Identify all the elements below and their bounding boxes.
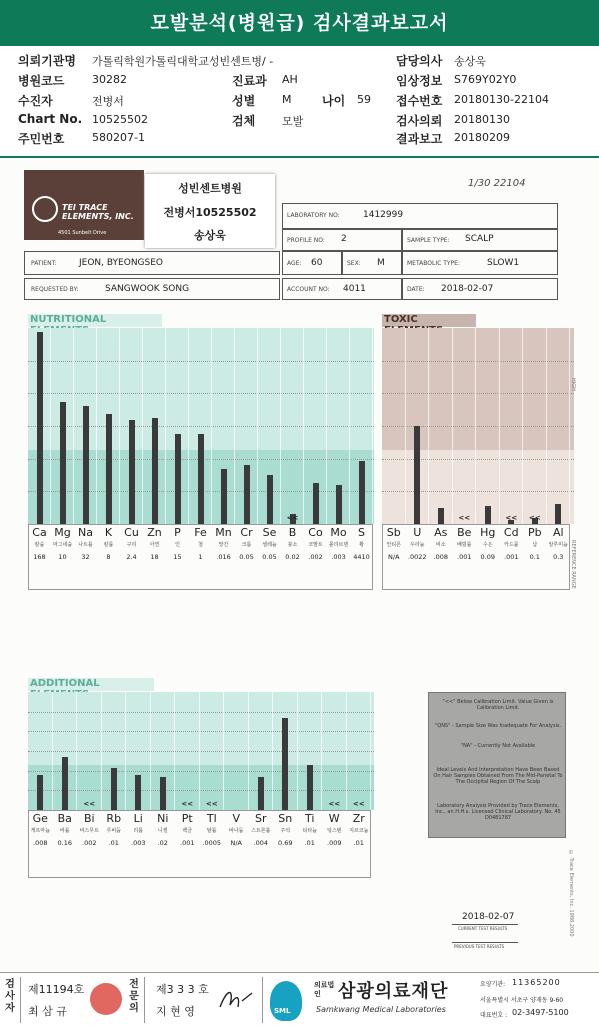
element-value: .001 (457, 553, 472, 561)
element-value: .009 (327, 839, 342, 847)
element-value: 168 (33, 553, 46, 561)
age-field (282, 251, 342, 275)
element-korean-name: 알루미늄 (548, 542, 568, 548)
lab-logo-panel (24, 170, 144, 240)
org-address: 서울특별시 서초구 양재동 9-60 (480, 997, 564, 1004)
divider (452, 942, 518, 943)
element-korean-name: 수은 (482, 542, 493, 548)
chart-bar-sr (258, 777, 264, 810)
info-label: 의뢰기관명 (18, 54, 76, 68)
below-limit-marker: << (505, 514, 518, 522)
element-korean-name: 스트론튬 (251, 828, 271, 834)
element-symbol: Zn (147, 526, 162, 539)
code-label: 요양기관: (480, 981, 506, 988)
element-value: .001 (180, 839, 195, 847)
info-value: 송상욱 (454, 55, 486, 68)
element-korean-name: 지르코늄 (349, 828, 369, 834)
element-value: .01 (304, 839, 315, 847)
element-korean-name: 아연 (149, 542, 160, 548)
element-symbol: Ge (32, 812, 48, 825)
date-field (402, 278, 558, 300)
element-symbol: Cd (503, 526, 519, 539)
chart-bar-k (106, 414, 112, 524)
chart-column-separator (77, 692, 102, 810)
chart-column-separator (429, 328, 453, 524)
element-value: 2.4 (126, 553, 137, 561)
element-korean-name: 카드뮴 (504, 542, 519, 548)
element-symbol: P (174, 526, 181, 539)
additional-title: ADDITIONAL (28, 678, 154, 691)
sample-type-field (402, 229, 558, 251)
handwritten-note: 1/30 22104 (468, 178, 526, 189)
value-table-border (382, 524, 570, 590)
element-symbol: Mo (330, 526, 347, 539)
chart-bar-al (555, 504, 561, 524)
stamp-doctor: 송상욱 (194, 229, 226, 242)
info-label: 검체 (232, 114, 256, 128)
chart-bar-s (359, 461, 365, 524)
element-value: .004 (253, 839, 268, 847)
profile-value: 2 (341, 234, 347, 244)
age-value: 60 (311, 258, 323, 268)
chart-column-separator (500, 328, 524, 524)
account-value: 4011 (343, 284, 366, 294)
element-symbol: Fe (194, 526, 207, 539)
element-value: 1 (198, 553, 203, 561)
element-symbol: Mn (215, 526, 232, 539)
element-symbol: Zr (352, 812, 365, 825)
element-korean-name: 백금 (182, 828, 193, 834)
chart-column-separator (224, 692, 249, 810)
element-symbol: As (434, 526, 448, 539)
chart-column-separator (453, 328, 477, 524)
element-value: .003 (131, 839, 146, 847)
info-label: 병원코드 (18, 74, 65, 88)
element-symbol: K (104, 526, 113, 539)
note-ideal-levels: Ideal Levels And Interpretation Have Been Based On Hair Samples Obtained From The Mid-Parietal To The Occipital Region Of The Scalp (433, 767, 563, 785)
info-value: 전병서 (92, 95, 124, 108)
element-symbol: Na (78, 526, 93, 539)
metabolic-label: METABOLIC TYPE: (407, 260, 460, 267)
divider (20, 977, 21, 1023)
element-value: .003 (331, 553, 346, 561)
specialist-signature-icon (216, 985, 256, 1015)
element-korean-name: 칼슘 (34, 542, 45, 548)
requested-field (24, 278, 280, 300)
inspector-name: 최 삼 규 (28, 1005, 67, 1018)
date-label: DATE: (407, 286, 425, 293)
info-value: AH (282, 73, 298, 86)
element-value: 0.16 (57, 839, 72, 847)
element-korean-name: 황 (359, 542, 364, 548)
chart-column-separator (547, 328, 571, 524)
nutritional-title: NUTRITIONAL (28, 314, 162, 327)
org-logo-text: SML (274, 1007, 291, 1015)
element-value: .016 (216, 553, 231, 561)
sex-value: M (377, 258, 385, 268)
info-label: 나이 (322, 94, 346, 108)
patient-value: JEON, BYEONGSEO (79, 258, 164, 268)
note-qns: "QNS" - Sample Size Was Inadequate For Analysis. (434, 723, 562, 729)
divider (262, 977, 263, 1023)
element-symbol: S (358, 526, 365, 539)
below-limit-marker: << (528, 514, 541, 522)
element-symbol: Ca (32, 526, 47, 539)
element-korean-name: 몰리브덴 (328, 542, 349, 548)
chart-bar-mg (60, 402, 66, 524)
phone-label: 대표번호 : (480, 1012, 508, 1019)
notes-panel (428, 692, 566, 838)
lab-no-label: LABORATORY NO: (287, 212, 340, 219)
below-limit-marker: << (181, 800, 194, 808)
lab-address: 4501 Sunbelt Drive (58, 230, 107, 236)
element-korean-name: 코발트 (308, 542, 323, 548)
element-symbol: Bi (83, 812, 95, 825)
chart-bar-ba (62, 757, 68, 810)
element-value: .02 (157, 839, 168, 847)
element-symbol: V (232, 812, 241, 825)
element-korean-name: 망간 (218, 542, 229, 548)
chart-bar-zn (152, 418, 158, 524)
info-label: 임상정보 (396, 74, 443, 88)
element-value: 8 (106, 553, 111, 561)
date-value: 2018-02-07 (441, 284, 494, 294)
element-value: N/A (230, 839, 242, 847)
lab-number-field (282, 203, 558, 229)
info-value: 20180130-22104 (454, 93, 549, 106)
note-na: "NA" - Currently Not Available (460, 743, 536, 749)
element-symbol: Pt (181, 812, 193, 825)
copyright: © Trace Elements, Inc. 1988,2000 (568, 850, 574, 937)
element-korean-name: 탈륨 (206, 828, 217, 834)
current-label: CURRENT TEST RESULTS (458, 926, 508, 931)
chart-bar-u (414, 426, 420, 524)
profile-label: PROFILE NO: (287, 237, 325, 244)
element-value: 0.02 (285, 553, 300, 561)
element-symbol: Rb (106, 812, 122, 825)
element-value: .0005 (202, 839, 222, 847)
patient-label: PATIENT: (31, 260, 57, 267)
element-value: .002 (308, 553, 323, 561)
element-symbol: Se (262, 526, 277, 539)
sex-field (342, 251, 402, 275)
info-label: 주민번호 (18, 132, 65, 146)
chart-column-separator (281, 328, 304, 524)
info-label: 결과보고 (396, 132, 443, 146)
chart-bar-ge (37, 775, 43, 810)
element-korean-name: 인 (175, 542, 180, 548)
below-limit-marker: << (205, 800, 218, 808)
profile-field (282, 229, 402, 251)
stamp-patient: 전병서10525502 (163, 206, 257, 219)
org-logo-icon (270, 981, 302, 1021)
stamp-hospital: 성빈센트병원 (178, 182, 242, 195)
element-korean-name: 바륨 (59, 828, 70, 834)
element-symbol: Sr (254, 812, 267, 825)
element-value: 15 (173, 553, 182, 561)
element-value: 0.1 (529, 553, 540, 561)
note-laboratory: Laboratory Analysis Provided by Trace Elements, Inc., an H.H.s. Licensed Clinical Laboratory. No. 45 D0481787 (435, 803, 561, 821)
element-symbol: Sb (386, 526, 401, 539)
chart-column-separator (322, 692, 347, 810)
info-value: 20180209 (454, 131, 510, 144)
specialist-name: 지 현 영 (156, 1005, 195, 1018)
element-korean-name: 크롬 (241, 542, 252, 548)
metabolic-value: SLOW1 (487, 258, 520, 268)
element-value: .001 (504, 553, 519, 561)
org-english-name: Samkwang Medical Laboratories (316, 1005, 446, 1014)
element-symbol: Co (308, 526, 323, 539)
code-value: 11365200 (512, 978, 561, 987)
below-limit-marker: << (352, 800, 365, 808)
lab-no-value: 1412999 (363, 210, 404, 220)
element-korean-name: 티타늄 (302, 828, 317, 834)
chart-column-separator (347, 692, 372, 810)
below-limit-marker: << (83, 800, 96, 808)
below-limit-marker: << (328, 800, 341, 808)
divider (452, 924, 518, 925)
element-korean-name: 안티몬 (386, 542, 401, 548)
value-table-border (28, 810, 371, 878)
element-korean-name: 셀레늄 (262, 542, 277, 548)
element-korean-name: 철 (198, 542, 203, 548)
element-symbol: Cu (124, 526, 139, 539)
chart-column-separator (175, 692, 200, 810)
info-label: 접수번호 (396, 94, 443, 108)
org-name: 삼광의료재단 (338, 981, 449, 1002)
age-label: AGE: (287, 260, 302, 267)
element-symbol: Pb (527, 526, 542, 539)
element-korean-name: 베릴륨 (457, 542, 472, 548)
element-value: 0.05 (239, 553, 254, 561)
element-korean-name: 니켈 (157, 828, 168, 834)
info-value: 모발 (282, 115, 304, 128)
specialist-label: 전문의 (129, 979, 139, 1014)
element-korean-name: 붕소 (287, 542, 298, 548)
toxic-chart (382, 328, 574, 590)
chart-bar-se (267, 475, 273, 524)
chart-bar-hg (485, 506, 491, 524)
element-korean-name: 루비듐 (106, 828, 121, 834)
element-korean-name: 게르마늄 (30, 828, 50, 834)
chart-bar-ni (160, 777, 166, 810)
info-value: 20180130 (454, 113, 510, 126)
element-value: 0.09 (480, 553, 495, 561)
sample-label: SAMPLE TYPE: (407, 237, 450, 244)
scanned-lab-report (0, 160, 599, 972)
element-symbol: Cr (240, 526, 253, 539)
org-prefix: 의료법인 (314, 981, 335, 998)
element-value: 0.05 (262, 553, 277, 561)
chart-bar-li (135, 775, 141, 810)
info-value: M (282, 93, 292, 106)
chart-bar-sn (282, 718, 288, 810)
element-value: 4410 (353, 553, 370, 561)
chart-bar-ti (307, 765, 313, 810)
element-korean-name: 비스무트 (79, 828, 99, 834)
info-value: 30282 (92, 73, 127, 86)
info-label: Chart No. (18, 112, 83, 126)
element-korean-name: 나트륨 (78, 542, 93, 548)
info-value: S769Y02Y0 (454, 73, 517, 86)
report-footer (0, 972, 599, 1026)
metabolic-field (402, 251, 558, 275)
element-korean-name: 리튬 (133, 828, 144, 834)
element-value: .002 (82, 839, 97, 847)
element-value: 10 (58, 553, 67, 561)
element-symbol: Ti (305, 812, 315, 825)
element-korean-name: 비소 (435, 542, 446, 548)
inspector-number: 제11194호 (28, 983, 85, 996)
element-korean-name: 마그네슘 (52, 542, 73, 548)
nutritional-chart (28, 328, 374, 590)
info-label: 담당의사 (396, 54, 443, 68)
chart-bar-co (313, 483, 319, 524)
chart-bar-na (83, 406, 89, 524)
high-label: HIGH (570, 378, 576, 391)
info-value: 59 (357, 93, 371, 106)
element-symbol: Mg (54, 526, 71, 539)
element-symbol: Hg (480, 526, 496, 539)
element-korean-name: 바나듐 (229, 828, 244, 834)
element-value: .008 (33, 839, 48, 847)
below-limit-marker: << (458, 514, 471, 522)
element-symbol: Li (133, 812, 143, 825)
chart-column-separator (200, 692, 225, 810)
chart-bar-as (438, 508, 444, 524)
element-korean-name: 우라늄 (410, 542, 425, 548)
inspector-label: 검사자 (5, 979, 15, 1014)
element-symbol: Sn (278, 812, 293, 825)
requested-value: SANGWOOK SONG (105, 284, 190, 294)
sample-value: SCALP (465, 234, 494, 244)
chart-column-separator (523, 328, 547, 524)
hospital-stamp-label (145, 174, 275, 248)
element-symbol: Ba (57, 812, 72, 825)
element-value: 32 (81, 553, 90, 561)
element-symbol: Al (552, 526, 564, 539)
specialist-number: 제3 3 3 호 (156, 983, 209, 996)
lab-logo-text: TEI TRACE ELEMENTS, INC. (62, 203, 134, 221)
element-symbol: Be (457, 526, 472, 539)
below-limit-marker: << (286, 514, 299, 522)
chart-bar-cr (244, 465, 250, 524)
element-value: 0.69 (278, 839, 293, 847)
chart-column-separator (382, 328, 406, 524)
account-label: ACCOUNT NO: (287, 286, 330, 293)
element-value: .01 (353, 839, 364, 847)
element-value: .008 (433, 553, 448, 561)
chart-bar-p (175, 434, 181, 524)
requested-label: REQUESTED BY: (31, 286, 79, 293)
chart-bar-mn (221, 469, 227, 524)
value-table-border (28, 524, 373, 590)
element-symbol: Ni (157, 812, 169, 825)
chart-bar-cu (129, 420, 135, 524)
chart-bar-fe (198, 434, 204, 524)
element-korean-name: 구리 (126, 542, 137, 548)
element-value: 18 (150, 553, 159, 561)
chart-bar-ca (37, 332, 43, 524)
info-label: 성별 (232, 94, 256, 108)
element-korean-name: 텅스텐 (327, 828, 342, 834)
element-symbol: U (413, 526, 422, 539)
patient-field (24, 251, 280, 275)
element-value: .01 (108, 839, 119, 847)
lab-globe-icon (32, 196, 58, 222)
chart-column-separator (476, 328, 500, 524)
element-value: 0.3 (553, 553, 564, 561)
divider (144, 977, 145, 1023)
phone-value: 02-3497-5100 (512, 1008, 569, 1017)
chart-bar-rb (111, 768, 117, 810)
element-symbol: W (328, 812, 340, 825)
sex-label: SEX: (347, 260, 361, 267)
chart-bar-mo (336, 485, 342, 524)
element-korean-name: 주석 (280, 828, 291, 834)
info-value: 580207-1 (92, 131, 145, 144)
note-calibration: "<<" Below Calibration Limit. Value Given is Calibration Limit. (442, 699, 554, 711)
info-label: 진료과 (232, 74, 267, 88)
report-date: 2018-02-07 (462, 912, 515, 922)
element-korean-name: 납 (532, 542, 538, 548)
inspector-seal-icon (90, 983, 122, 1015)
element-value: N/A (388, 553, 400, 561)
element-symbol: B (288, 526, 297, 539)
element-korean-name: 칼륨 (103, 542, 114, 548)
element-value: .0022 (407, 553, 427, 561)
info-value: 가톨릭학원가톨릭대학교성빈센트병/ - (92, 55, 274, 68)
info-label: 수진자 (18, 94, 53, 108)
patient-info-panel (0, 46, 599, 158)
reference-range-label: REFERENCE RANGE (570, 540, 576, 589)
report-title: 모발분석(병원급) 검사결과보고서 (0, 0, 599, 46)
account-field (282, 278, 402, 300)
toxic-title: TOXIC (382, 314, 476, 327)
previous-label: PREVIOUS TEST RESULTS (454, 944, 505, 949)
info-value: 10525502 (92, 113, 148, 126)
info-label: 검사의뢰 (396, 114, 443, 128)
additional-chart (28, 692, 374, 878)
element-symbol: Tl (206, 812, 217, 825)
